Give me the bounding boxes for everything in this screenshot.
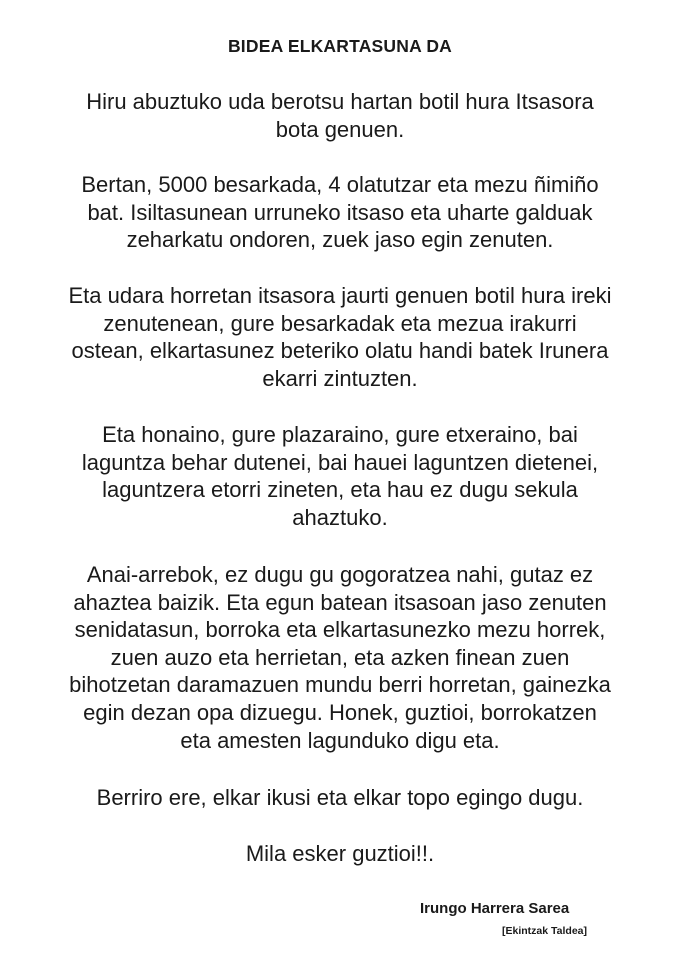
paragraph-1	[0, 88, 680, 143]
paragraph-line: bihotzetan daramazuen mundu berri horretan, gainezka	[69, 672, 611, 698]
paragraph-line: Anai-arrebok, ez dugu gu gogoratzea nahi, gutaz ez	[86, 562, 594, 587]
paragraph-line: bota genuen.	[275, 116, 405, 142]
paragraph-line: zuen auzo eta herrietan, eta azken finean zuen	[110, 644, 570, 670]
paragraph-line: zenutenean, gure besarkadak eta mezua irakurri	[103, 310, 577, 336]
signature-name: Irungo Harrera Sarea	[420, 900, 570, 917]
paragraph-line: Eta honaino, gure plazaraino, gure etxeraino, bai	[102, 422, 578, 447]
signature-group: [Ekintzak Taldea]	[502, 925, 587, 937]
paragraph-line: laguntzera etorri zineten, eta hau ez dugu sekula	[102, 477, 578, 503]
paragraph-line: ahaztuko.	[292, 504, 388, 530]
paragraph-line: egin dezan opa dizuegu. Honek, guztioi, borrokatzen	[83, 699, 597, 725]
paragraph-6	[0, 784, 680, 812]
paragraph-7	[0, 840, 680, 868]
paragraph-2	[0, 171, 680, 254]
document-title: BIDEA ELKARTASUNA DA	[227, 36, 453, 56]
paragraph-line: ahaztea baizik. Eta egun batean itsasoan jaso zenuten	[73, 589, 607, 615]
paragraph-3	[0, 282, 680, 392]
paragraph-line: Hiru abuztuko uda berotsu hartan botil hura Itsasora	[86, 89, 594, 114]
paragraph-line: eta amesten lagunduko digu eta.	[180, 727, 500, 753]
paragraph-5	[0, 561, 680, 754]
paragraph-line: Mila esker guztioi!!.	[245, 841, 435, 866]
paragraph-line: senidatasun, borroka eta elkartasunezko mezu horrek,	[74, 617, 606, 643]
paragraph-line: bat. Isiltasunean urruneko itsaso eta uharte galduak	[87, 199, 593, 225]
paragraph-4	[0, 421, 680, 531]
paragraph-line: Eta udara horretan itsasora jaurti genuen botil hura ireki	[68, 283, 612, 308]
paragraph-line: ostean, elkartasunez beteriko olatu handi batek Irunera	[71, 338, 609, 364]
paragraph-line: laguntza behar dutenei, bai hauei laguntzen dietenei,	[81, 449, 599, 475]
paragraph-line: ekarri zintuzten.	[262, 365, 418, 391]
paragraph-line: Berriro ere, elkar ikusi eta elkar topo egingo dugu.	[96, 785, 584, 810]
paragraph-line: zeharkatu ondoren, zuek jaso egin zenuten.	[126, 227, 554, 253]
paragraph-line: Bertan, 5000 besarkada, 4 olatutzar eta mezu ñimiño	[81, 172, 599, 197]
